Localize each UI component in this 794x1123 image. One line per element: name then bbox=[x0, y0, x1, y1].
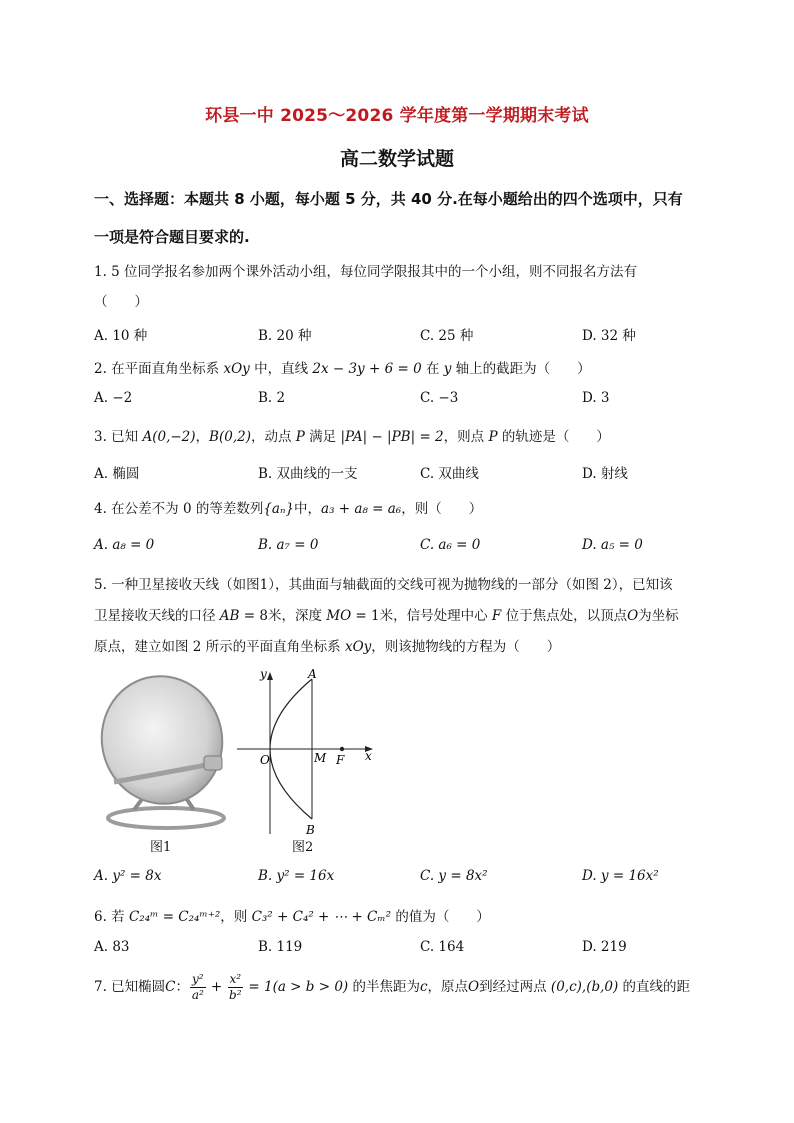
dish-reflector bbox=[94, 670, 229, 817]
question-4-text bbox=[94, 497, 482, 517]
q3-part: ，则点 bbox=[443, 429, 489, 445]
q7-plus: + bbox=[206, 979, 227, 995]
q7-fraction-y bbox=[190, 972, 206, 1003]
label-f: F bbox=[336, 753, 345, 767]
q5-coord-system: xOy bbox=[344, 639, 372, 655]
q5-part: ，则该抛物线的方程为（ ） bbox=[371, 639, 561, 655]
q1-option-d: D. 32 种 bbox=[582, 328, 636, 344]
q6-option-c: C. 164 bbox=[420, 939, 465, 955]
q2-axis: y bbox=[443, 361, 452, 377]
section-heading-line1: 一、选择题：本题共 8 小题，每小题 5 分，共 40 分.在每小题给出的四个选项中，只有 bbox=[94, 190, 683, 208]
q5-option-b: B. y² = 16x bbox=[258, 868, 335, 884]
q5-option-d: D. y = 16x² bbox=[582, 868, 659, 884]
q5-part: = 1米，信号处理中心 bbox=[351, 608, 492, 624]
q6-option-a: A. 83 bbox=[94, 939, 130, 955]
q7-fraction-x bbox=[228, 972, 244, 1003]
q5-option-a: A. y² = 8x bbox=[94, 868, 162, 884]
q3-option-d: D. 射线 bbox=[582, 466, 628, 482]
question-1-paren: （ ） bbox=[94, 294, 148, 310]
q1-option-a: A. 10 种 bbox=[94, 328, 148, 344]
subject-title: 高二数学试题 bbox=[339, 148, 454, 170]
q2-coord-system: xOy bbox=[223, 361, 250, 377]
q7-frac2-denominator: b² bbox=[229, 988, 242, 1002]
school-exam-title: 环县一中 2025～2026 学年度第一学期期末考试 bbox=[205, 106, 589, 126]
q3-part: 满足 bbox=[304, 429, 341, 445]
label-x: x bbox=[365, 749, 372, 763]
q2-option-d: D. 3 bbox=[582, 390, 610, 406]
q5-part: = 8米，深度 bbox=[239, 608, 327, 624]
q3-option-c: C. 双曲线 bbox=[420, 466, 479, 482]
q7-frac1-denominator: a² bbox=[191, 988, 204, 1002]
focus-point bbox=[340, 747, 344, 751]
q1-option-c: C. 25 种 bbox=[420, 328, 474, 344]
satellite-dish-illustration bbox=[94, 670, 229, 830]
q4-part: 4. 在公差不为 0 的等差数列 bbox=[94, 501, 264, 517]
label-b: B bbox=[306, 823, 315, 837]
q2-line-equation: 2x − 3y + 6 = 0 bbox=[312, 361, 422, 377]
question-1-text: 1. 5 位同学报名参加两个课外活动小组，每位同学限报其中的一个小组，则不同报名方法有 bbox=[94, 264, 638, 280]
q7-equation-tail: = 1(a > b > 0) bbox=[244, 979, 349, 995]
question-5-line2 bbox=[94, 604, 679, 624]
q2-option-c: C. −3 bbox=[420, 390, 459, 406]
q4-part: 中， bbox=[294, 501, 322, 517]
q3-point-p: P bbox=[488, 429, 498, 445]
q7-frac1-numerator: y² bbox=[192, 972, 204, 986]
q5-part: 卫星接收天线的口径 bbox=[94, 608, 220, 624]
question-3-text bbox=[94, 425, 610, 445]
q6-option-b: B. 119 bbox=[258, 939, 303, 955]
q5-mo: MO bbox=[326, 608, 352, 624]
q4-part: ，则（ ） bbox=[401, 501, 483, 517]
q3-part: 的轨迹是（ ） bbox=[497, 429, 610, 445]
q3-point-a: A(0,−2) bbox=[142, 429, 196, 445]
question-6-text bbox=[94, 905, 490, 925]
q4-option-a: A. a₈ = 0 bbox=[94, 537, 155, 553]
label-a: A bbox=[308, 667, 317, 681]
q1-option-b: B. 20 种 bbox=[258, 328, 312, 344]
dish-lnb bbox=[204, 756, 222, 770]
q7-part: 7. 已知椭圆 bbox=[94, 979, 166, 995]
q6-part: ，则 bbox=[220, 909, 252, 925]
q4-option-d: D. a₅ = 0 bbox=[582, 537, 643, 553]
q7-part: ，原点 bbox=[427, 979, 469, 995]
q7-points: (0,c),(b,0) bbox=[550, 979, 619, 995]
q5-part: 为坐标 bbox=[638, 608, 679, 624]
section-heading-line2: 一项是符合题目要求的. bbox=[94, 228, 250, 246]
q7-frac2-numerator: x² bbox=[229, 972, 242, 986]
q7-part: ： bbox=[175, 979, 190, 995]
q2-option-a: A. −2 bbox=[94, 390, 133, 406]
q4-sequence: {aₙ} bbox=[263, 501, 295, 517]
y-axis-arrow bbox=[267, 672, 273, 680]
q2-option-b: B. 2 bbox=[258, 390, 286, 406]
q6-part: 的值为（ ） bbox=[391, 909, 490, 925]
q7-ellipse-name: C bbox=[165, 979, 176, 995]
q3-part: ，动点 bbox=[250, 429, 296, 445]
q6-option-d: D. 219 bbox=[582, 939, 627, 955]
q5-part: 位于焦点处，以顶点 bbox=[501, 608, 628, 624]
q2-part: 在 bbox=[421, 361, 444, 377]
figure-1-caption: 图1 bbox=[150, 840, 172, 855]
parabola-diagram bbox=[232, 662, 382, 837]
q3-point-b: B(0,2) bbox=[209, 429, 251, 445]
question-7-text bbox=[94, 972, 690, 1003]
label-y: y bbox=[260, 667, 267, 681]
q7-c: c bbox=[419, 979, 428, 995]
q5-o: O bbox=[627, 608, 639, 624]
q5-f: F bbox=[491, 608, 502, 624]
q2-part: 2. 在平面直角坐标系 bbox=[94, 361, 224, 377]
label-o: O bbox=[260, 753, 270, 767]
label-m: M bbox=[314, 751, 327, 765]
question-5-line1: 5. 一种卫星接收天线（如图1），其曲面与轴截面的交线可视为抛物线的一部分（如图 2），已知该 bbox=[94, 577, 673, 593]
q5-part: 原点，建立如图 2 所示的平面直角坐标系 bbox=[94, 639, 345, 655]
q4-option-c: C. a₆ = 0 bbox=[420, 537, 481, 553]
q6-part: 6. 若 bbox=[94, 909, 129, 925]
q7-part: 的半焦距为 bbox=[348, 979, 420, 995]
figure-2-caption: 图2 bbox=[292, 840, 314, 855]
q3-part: ， bbox=[195, 429, 210, 445]
q7-part: 到经过两点 bbox=[479, 979, 551, 995]
q4-option-b: B. a₇ = 0 bbox=[258, 537, 319, 553]
q3-option-a: A. 椭圆 bbox=[94, 466, 140, 482]
q3-option-b: B. 双曲线的一支 bbox=[258, 466, 358, 482]
question-2-text bbox=[94, 357, 591, 377]
q5-ab: AB bbox=[219, 608, 240, 624]
q3-part: 3. 已知 bbox=[94, 429, 143, 445]
q2-part: 中，直线 bbox=[249, 361, 313, 377]
q7-origin: O bbox=[468, 979, 480, 995]
q5-option-c: C. y = 8x² bbox=[420, 868, 488, 884]
q4-condition: a₃ + a₈ = a₆ bbox=[321, 501, 402, 517]
q3-point-p: P bbox=[295, 429, 305, 445]
q6-combination-equation: C₂₄ᵐ = C₂₄ᵐ⁺² bbox=[128, 909, 221, 925]
q7-part: 的直线的距 bbox=[618, 979, 691, 995]
dish-base-ring bbox=[108, 808, 224, 828]
question-5-line3 bbox=[94, 635, 560, 655]
q6-combination-sum: C₃² + C₄² + ⋯ + Cₘ² bbox=[251, 909, 392, 925]
q3-condition: |PA| − |PB| = 2 bbox=[340, 429, 444, 445]
q2-part: 轴上的截距为（ ） bbox=[451, 361, 591, 377]
